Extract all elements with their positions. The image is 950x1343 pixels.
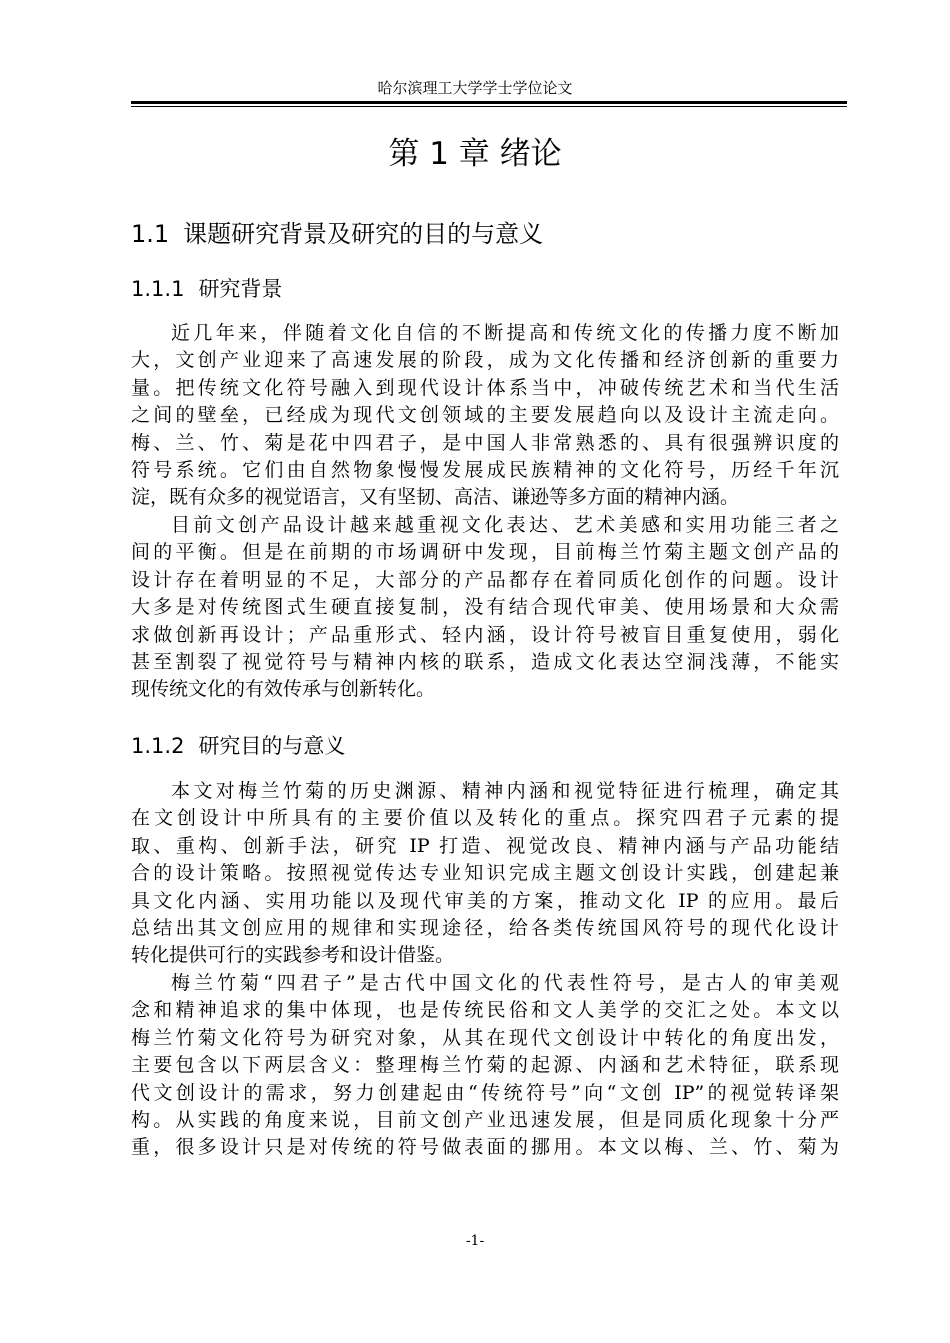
paragraph-line: 大多是对传统图式生硬直接复制，没有结合现代审美、使用场景和大众需 bbox=[131, 596, 839, 619]
chapter-title: 第 1 章 绪论 bbox=[388, 136, 562, 172]
header-rule-thick bbox=[131, 101, 847, 104]
paragraph-line: 具文化内涵、实用功能以及现代审美的方案，推动文化 IP 的应用。最后 bbox=[131, 889, 839, 912]
section-number: 1.1 bbox=[131, 220, 170, 248]
paragraph-line: 总结出其文创应用的规律和实现途径，给各类传统国风符号的现代化设计 bbox=[131, 916, 839, 939]
section-heading-1-1-2 bbox=[131, 731, 345, 761]
paragraph-2 bbox=[131, 512, 839, 704]
paragraph-3 bbox=[131, 778, 839, 970]
paragraph-line: 取、重构、创新手法，研究 IP 打造、视觉改良、精神内涵与产品功能结 bbox=[131, 834, 839, 857]
paragraph-line: 梅、兰、竹、菊是花中四君子，是中国人非常熟悉的、具有很强辨识度的 bbox=[131, 431, 839, 454]
paragraph-4 bbox=[131, 970, 839, 1162]
paragraph-line: 构。从实践的角度来说，目前文创产业迅速发展，但是同质化现象十分严 bbox=[131, 1108, 839, 1131]
header-rule-thin bbox=[131, 106, 847, 107]
paragraph-line: 本文对梅兰竹菊的历史渊源、精神内涵和视觉特征进行梳理，确定其 bbox=[171, 780, 839, 802]
paragraph-line: 现传统文化的有效传承与创新转化。 bbox=[131, 678, 436, 701]
paragraph-line: 大，文创产业迎来了高速发展的阶段，成为文化传播和经济创新的重要力 bbox=[131, 349, 839, 372]
paragraph-line: 间的平衡。但是在前期的市场调研中发现，目前梅兰竹菊主题文创产品的 bbox=[131, 541, 839, 564]
paragraph-line: 重，很多设计只是对传统的符号做表面的挪用。本文以梅、兰、竹、菊为 bbox=[131, 1136, 839, 1159]
section-number: 1.1.2 bbox=[131, 734, 185, 758]
section-heading-1-1 bbox=[131, 218, 543, 250]
paragraph-line: 量。把传统文化符号融入到现代设计体系当中，冲破传统艺术和当代生活 bbox=[131, 376, 839, 399]
paragraph-line: 合的设计策略。按照视觉传达专业知识完成主题文创设计实践，创建起兼 bbox=[131, 862, 839, 885]
paragraph-line: 代文创设计的需求，努力创建起由“传统符号”向“文创 IP”的视觉转译架 bbox=[131, 1081, 839, 1104]
paragraph-line: 目前文创产品设计越来越重视文化表达、艺术美感和实用功能三者之 bbox=[171, 514, 839, 536]
paragraph-line: 主要包含以下两层含义：整理梅兰竹菊的起源、内涵和艺术特征，联系现 bbox=[131, 1054, 839, 1077]
paragraph-line: 念和精神追求的集中体现，也是传统民俗和文人美学的交汇之处。本文以 bbox=[131, 999, 839, 1022]
page-number: -1- bbox=[465, 1233, 485, 1249]
paragraph-line: 梅兰竹菊“四君子”是古代中国文化的代表性符号，是古人的审美观 bbox=[171, 972, 839, 994]
paragraph-line: 设计存在着明显的不足，大部分的产品都存在着同质化创作的问题。设计 bbox=[131, 568, 839, 591]
paragraph-line: 在文创设计中所具有的主要价值以及转化的重点。探究四君子元素的提 bbox=[131, 807, 839, 830]
paragraph-1 bbox=[131, 320, 839, 512]
paragraph-line: 转化提供可行的实践参考和设计借鉴。 bbox=[131, 944, 455, 967]
paragraph-line: 近几年来，伴随着文化自信的不断提高和传统文化的传播力度不断加 bbox=[171, 322, 839, 344]
section-heading-1-1-1 bbox=[131, 274, 282, 304]
section-title: 课题研究背景及研究的目的与意义 bbox=[183, 220, 544, 248]
paragraph-line: 甚至割裂了视觉符号与精神内核的联系，造成文化表达空洞浅薄，不能实 bbox=[131, 650, 839, 673]
paragraph-line: 梅兰竹菊文化符号为研究对象，从其在现代文创设计中转化的角度出发， bbox=[131, 1026, 839, 1049]
section-title: 研究目的与意义 bbox=[198, 734, 346, 758]
paragraph-line: 淀，既有众多的视觉语言，又有坚韧、高洁、谦逊等多方面的精神内涵。 bbox=[131, 486, 740, 509]
paragraph-line: 符号系统。它们由自然物象慢慢发展成民族精神的文化符号，历经千年沉 bbox=[131, 458, 839, 481]
section-title: 研究背景 bbox=[198, 277, 283, 301]
header-title: 哈尔滨理工大学学士学位论文 bbox=[377, 79, 573, 97]
paragraph-line: 求做创新再设计；产品重形式、轻内涵，设计符号被盲目重复使用，弱化 bbox=[131, 623, 839, 646]
section-number: 1.1.1 bbox=[131, 277, 185, 301]
paragraph-line: 之间的壁垒，已经成为现代文创领域的主要发展趋向以及设计主流走向。 bbox=[131, 404, 839, 427]
